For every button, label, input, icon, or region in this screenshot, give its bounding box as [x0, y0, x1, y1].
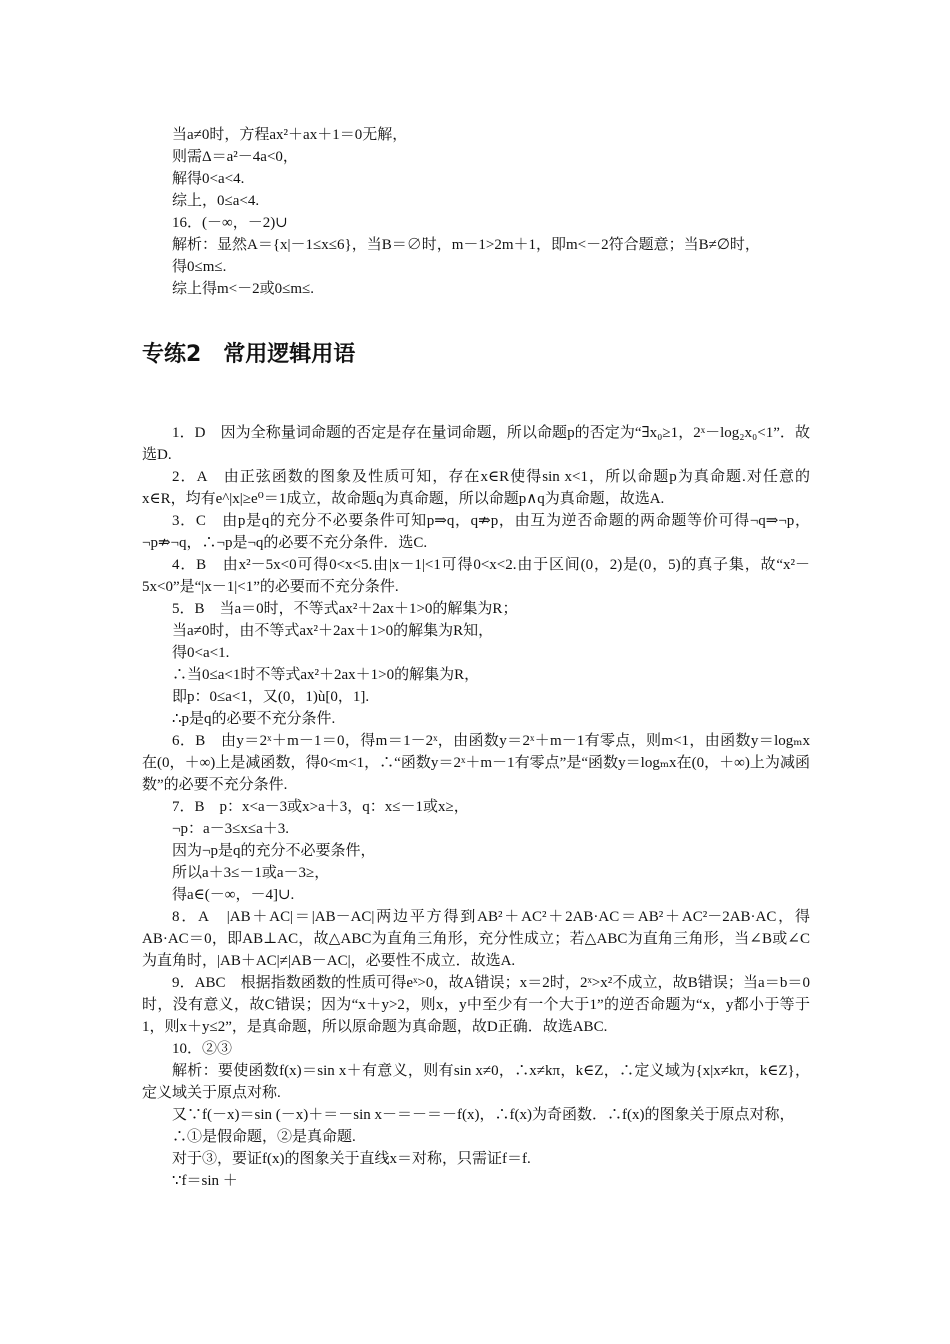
answer-item: 得a∈(－∞，－4]∪. — [172, 887, 295, 903]
answer-item: 3．C 由p是q的充分不必要条件可知p⇒q，q⇏p，由互为逆否命题的两命题等价可得¬q⇒¬p，¬p⇏¬q，∴¬p是¬q的必要不充分条件．选C. — [142, 513, 810, 551]
text-line: 综上得m<－2或0≤m≤. — [172, 281, 315, 297]
answer-item: 又∵f(－x)＝sin (－x)＋＝－sin x－＝－＝－f(x)，∴f(x)为奇函数．∴f(x)的图象关于原点对称， — [172, 1107, 795, 1123]
answer-item: 1．D 因为全称量词命题的否定是存在量词命题，所以命题p的否定为“∃x₀≥1，2ˣ－log₂x₀<1”．故选D. — [142, 425, 810, 463]
answer-item: ∴当0≤a<1时不等式ax²＋2ax＋1>0的解集为R， — [172, 667, 480, 683]
text-line: 则需Δ＝a²－4a<0， — [172, 149, 298, 165]
answer-item: 得0<a<1. — [172, 645, 230, 661]
text-line: 解得0<a<4. — [172, 171, 245, 187]
answer-item: 解析：要使函数f(x)＝sin x＋有意义，则有sin x≠0，∴x≠kπ，k∈Z，∴定义域为{x|x≠kπ，k∈Z}，定义域关于原点对称. — [142, 1063, 810, 1101]
answers-section — [142, 422, 810, 1192]
answer-item: 2．A 由正弦函数的图象及性质可知，存在x∈R使得sin x<1，所以命题p为真命题.对任意的x∈R，均有e^|x|≥e⁰＝1成立，故命题q为真命题，所以命题p∧q为真命题，故选A. — [142, 469, 810, 507]
text-line: 得0≤m≤. — [172, 259, 227, 275]
top-section — [142, 124, 810, 300]
text-line: 16．(－∞，－2)∪ — [172, 215, 288, 231]
text-line: 解析：显然A＝{x|－1≤x≤6}，当B＝∅时，m－1>2m＋1，即m<－2符合题意；当B≠∅时， — [172, 237, 760, 253]
answer-item: ∴p是q的必要不充分条件. — [172, 711, 336, 727]
answer-item: 即p：0≤a<1，又(0，1)ù[0，1]. — [172, 689, 370, 705]
answer-item: 6．B 由y＝2ˣ＋m－1＝0，得m＝1－2ˣ，由函数y＝2ˣ＋m－1有零点，则m<1，由函数y＝logₘx在(0，＋∞)上是减函数，得0<m<1，∴“函数y＝2ˣ＋m－1有零点”是“函数y＝logₘx在(0，＋∞)上为减函数”的必要不充分条件. — [142, 733, 810, 793]
answer-item: ∵f＝sin ＋ — [172, 1173, 238, 1189]
answer-item: 9．ABC 根据指数函数的性质可得eˣ>0，故A错误；x＝2时，2ˣ>x²不成立，故B错误；当a＝b＝0时，没有意义，故C错误；因为“x＋y>2，则x，y中至少有一个大于1”的逆否命题为“x，y都小于等于1，则x＋y≤2”，是真命题，所以原命题为真命题，故D正确．故选ABC. — [142, 975, 810, 1035]
answer-item: 8．A |AB＋AC|＝|AB－AC|两边平方得到AB²＋AC²＋2AB·AC＝AB²＋AC²－2AB·AC，得AB·AC＝0，即AB⊥AC，故△ABC为直角三角形，充分性成立；若△ABC为直角三角形，当∠B或∠C为直角时，|AB＋AC|≠|AB－AC|，必要性不成立．故选A. — [142, 909, 810, 969]
answer-item: 当a≠0时，由不等式ax²＋2ax＋1>0的解集为R知， — [172, 623, 494, 639]
answer-item: 因为¬p是q的充分不必要条件， — [172, 843, 376, 859]
answer-item: ¬p：a－3≤x≤a＋3. — [172, 821, 289, 837]
section-title: 专练2 常用逻辑用语 — [142, 342, 356, 367]
answer-item: 4．B 由x²－5x<0可得0<x<5.由|x－1|<1可得0<x<2.由于区间(0，2)是(0，5)的真子集，故“x²－5x<0”是“|x－1|<1”的必要而不充分条件. — [142, 557, 810, 595]
text-line: 综上，0≤a<4. — [172, 193, 260, 209]
answer-item: 所以a＋3≤－1或a－3≥， — [172, 865, 330, 881]
answer-item: 10．②③ — [172, 1041, 233, 1057]
text-line: 当a≠0时，方程ax²＋ax＋1＝0无解， — [172, 127, 408, 143]
answer-item: 5．B 当a＝0时，不等式ax²＋2ax＋1>0的解集为R； — [172, 601, 518, 617]
answer-item: 7．B p：x<a－3或x>a＋3，q：x≤－1或x≥， — [172, 799, 469, 815]
answer-item: 对于③，要证f(x)的图象关于直线x＝对称，只需证f＝f. — [172, 1151, 531, 1167]
answer-item: ∴①是假命题，②是真命题. — [172, 1129, 356, 1145]
